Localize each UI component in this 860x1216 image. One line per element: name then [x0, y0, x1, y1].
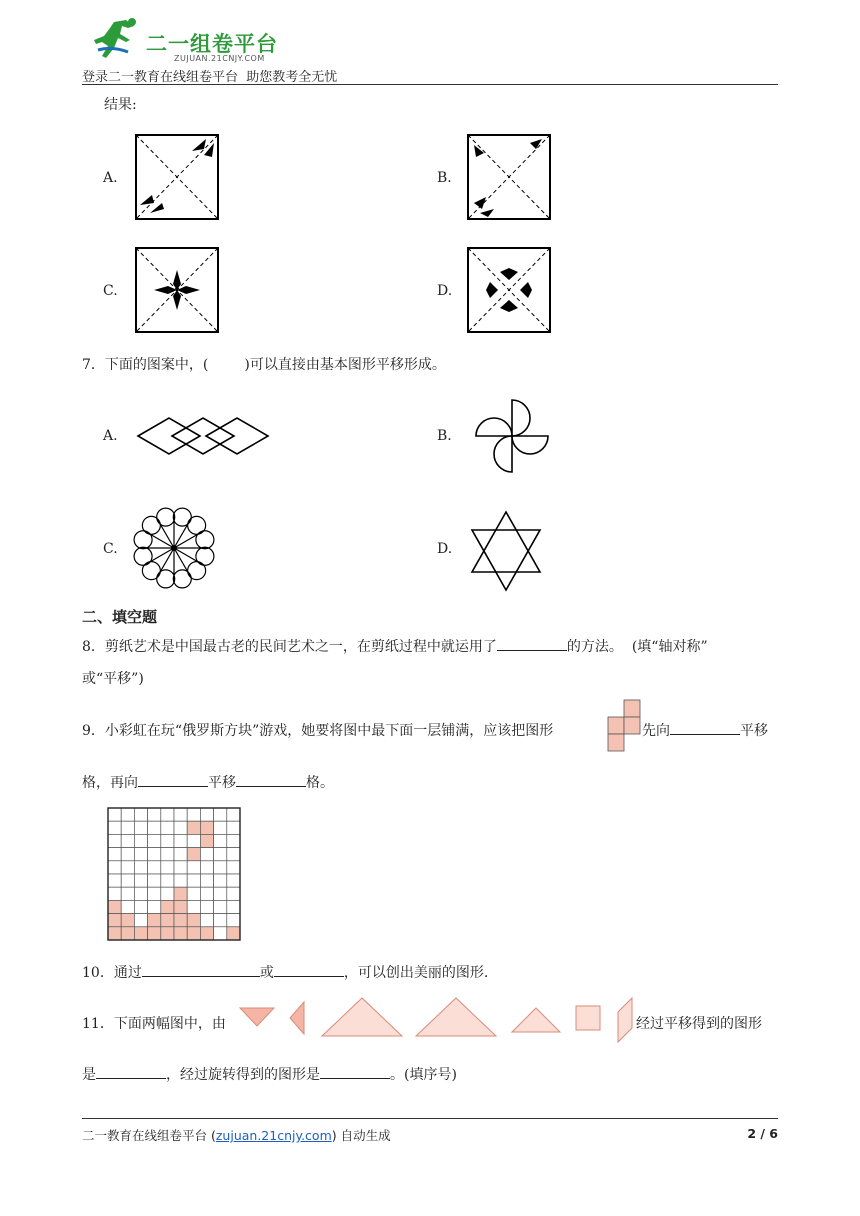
footer-link[interactable]: zujuan.21cnjy.com — [215, 1128, 332, 1143]
q9-direction-blank-1[interactable] — [670, 720, 740, 735]
tetromino-figure — [606, 698, 642, 754]
q11-rotation-blank[interactable] — [320, 1064, 390, 1079]
q6-option-a-figure — [134, 133, 220, 221]
tetris-grid — [107, 807, 242, 943]
q9-line2: 格，再向 平移 格。 — [82, 772, 334, 792]
result-label: 结果: — [104, 97, 137, 113]
q9-stem-right: 先向 平移 — [642, 720, 768, 740]
logo-subtext: ZUJUAN.21CNJY.COM — [174, 54, 265, 63]
q6-option-c-figure — [134, 246, 220, 334]
q7-option-a-figure — [136, 416, 272, 456]
q10-blank-2[interactable] — [274, 962, 344, 977]
q9-direction-blank-2[interactable] — [138, 772, 208, 787]
q10-stem: 10．通过 或 ，可以创出美丽的图形. — [82, 962, 488, 982]
footer-rule — [82, 1118, 778, 1119]
q11-shapes-figure — [238, 994, 636, 1046]
q10-blank-1[interactable] — [142, 962, 260, 977]
footer-text: 二一教育在线组卷平台 (zujuan.21cnjy.com) 自动生成 — [82, 1128, 391, 1143]
q8-answer-blank[interactable] — [497, 636, 567, 651]
q11-stem-right: 经过平移得到的图形 — [636, 1016, 762, 1032]
q7-option-d-figure — [470, 510, 542, 592]
q8-line2: 或“平移”) — [82, 671, 144, 687]
header — [82, 18, 778, 86]
q7-stem: 7．下面的图案中，( )可以直接由基本图形平移形成。 — [82, 357, 446, 373]
q7-option-b-figure — [470, 396, 554, 476]
logo-runner-icon — [92, 18, 144, 62]
q11-line2: 是 ，经过旋转得到的图形是 。(填序号) — [82, 1064, 457, 1084]
q7-option-c-figure — [132, 506, 216, 590]
section-title: 二、填空题 — [82, 608, 158, 626]
page-number: 2 / 6 — [747, 1126, 778, 1141]
q11-stem: 11．下面两幅图中，由 — [82, 1016, 226, 1032]
q9-steps-blank[interactable] — [236, 772, 306, 787]
q6-option-b-label: B. — [437, 170, 452, 186]
q6-option-d-figure — [466, 246, 552, 334]
q6-option-d-label: D. — [437, 283, 453, 299]
q7-number: 7 — [82, 357, 91, 373]
q6-option-c-label: C. — [103, 283, 118, 299]
q11-translation-blank[interactable] — [96, 1064, 166, 1079]
q8-stem: 8．剪纸艺术是中国最古老的民间艺术之一，在剪纸过程中就运用了 的方法。 (填“轴对称” — [82, 636, 708, 656]
q7-option-a-label: A. — [103, 428, 118, 444]
header-tagline: 登录二一教育在线组卷平台 助您教考全无忧 — [82, 70, 338, 85]
q7-option-c-label: C. — [103, 541, 118, 557]
q7-option-b-label: B. — [437, 428, 452, 444]
logo-text: 二一组卷平台 — [146, 32, 278, 56]
q9-stem: 9．小彩虹在玩“俄罗斯方块”游戏，她要将图中最下面一层铺满，应该把图形 — [82, 723, 554, 739]
q6-option-b-figure — [466, 133, 552, 221]
q6-option-a-label: A. — [103, 170, 118, 186]
q7-option-d-label: D. — [437, 541, 453, 557]
header-rule — [82, 84, 778, 85]
